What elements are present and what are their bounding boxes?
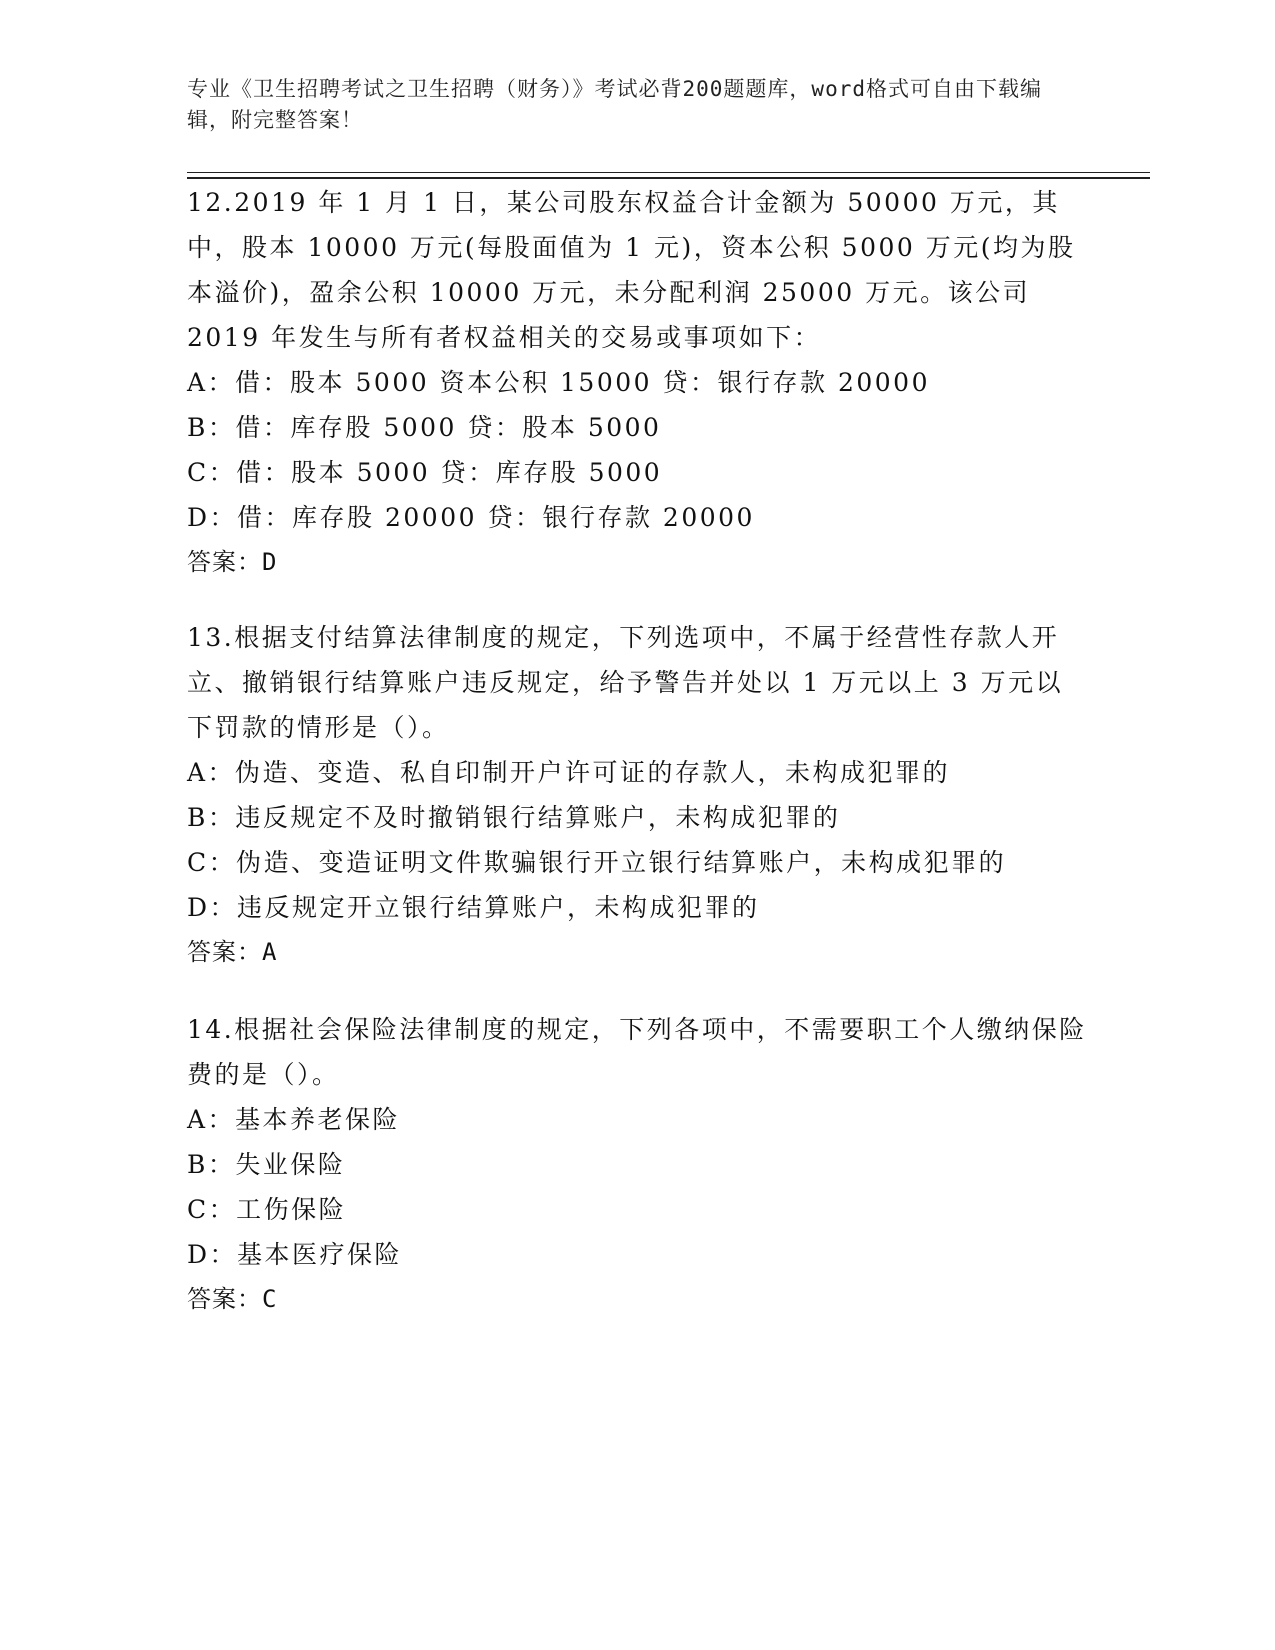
option-d: D：基本医疗保险 [187, 1240, 403, 1269]
question-stem: 14.根据社会保险法律制度的规定，下列各项中，不需要职工个人缴纳保险费的是（）。 [187, 1015, 1087, 1089]
option-d: D：借：库存股 20000 贷：银行存款 20000 [187, 503, 755, 532]
option-c: C：工伤保险 [187, 1195, 347, 1224]
answer: 答案：C [187, 1285, 278, 1313]
option-a: A：伪造、变造、私自印制开户许可证的存款人，未构成犯罪的 [187, 758, 951, 787]
option-a: A：借：股本 5000 资本公积 15000 贷：银行存款 20000 [187, 368, 930, 397]
option-b: B：借：库存股 5000 贷：股本 5000 [187, 413, 662, 442]
header-rule-thin [187, 172, 1150, 173]
option-c: C：借：股本 5000 贷：库存股 5000 [187, 458, 663, 487]
question-stem: 12.2019 年 1 月 1 日，某公司股东权益合计金额为 50000 万元，其中，股本 10000 万元(每股面值为 1 元)，资本公积 5000 万元(均为股本溢价)，盈余公积 10000 万元，未分配利润 25000 万元。该公司 2019 年发生与所有者权益相关的交易或事项如下： [187, 188, 1076, 352]
question-12 [187, 180, 1087, 585]
question-stem: 13.根据支付结算法律制度的规定，下列选项中，不属于经营性存款人开立、撤销银行结算账户违反规定，给予警告并处以 1 万元以上 3 万元以下罚款的情形是（）。 [187, 623, 1064, 742]
header-rule-thick [187, 177, 1150, 179]
question-13 [187, 615, 1087, 975]
option-d: D：违反规定开立银行结算账户，未构成犯罪的 [187, 893, 760, 922]
option-a: A：基本养老保险 [187, 1105, 401, 1134]
option-c: C：伪造、变造证明文件欺骗银行开立银行结算账户，未构成犯罪的 [187, 848, 1007, 877]
option-b: B：违反规定不及时撤销银行结算账户，未构成犯罪的 [187, 803, 841, 832]
answer: 答案：D [187, 548, 278, 576]
question-14 [187, 1007, 1087, 1322]
option-b: B：失业保险 [187, 1150, 346, 1179]
document-header: 专业《卫生招聘考试之卫生招聘（财务）》考试必背200题题库，word格式可自由下载编辑，附完整答案！ [187, 77, 1042, 132]
answer: 答案：A [187, 938, 278, 966]
